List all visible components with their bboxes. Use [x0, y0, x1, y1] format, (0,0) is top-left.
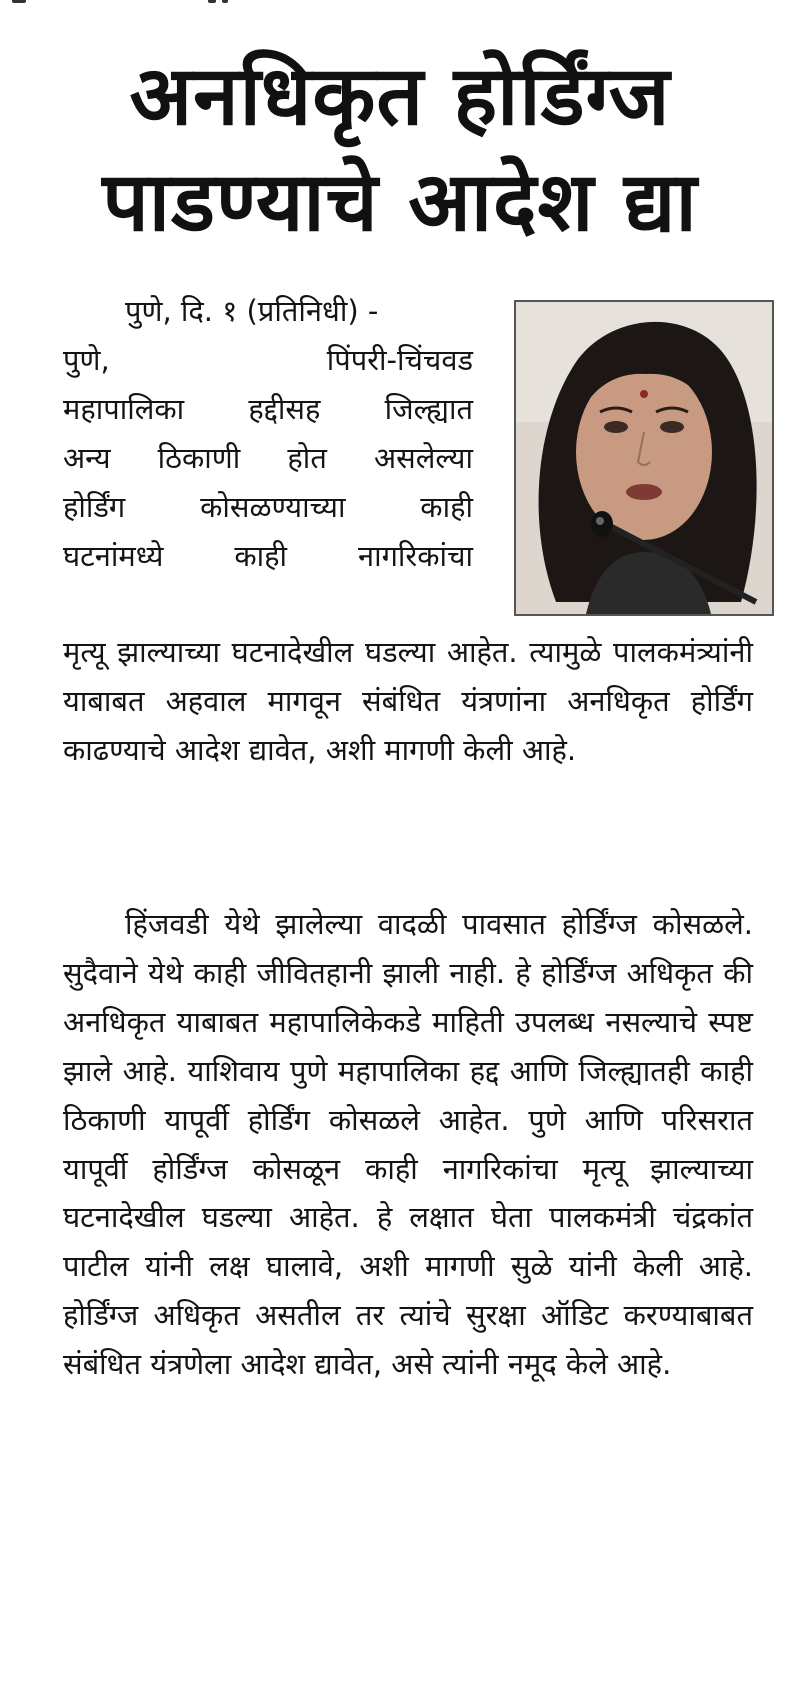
- lede-line: होर्डिंग कोसळण्याच्या काही: [63, 489, 473, 524]
- lede-line: घटनांमध्ये काही नागरिकांचा: [63, 538, 473, 573]
- cropped-text-fragment: [8, 0, 248, 6]
- portrait-photo: [514, 300, 774, 616]
- portrait-with-microphone-icon: [516, 302, 772, 614]
- lede-line: महापालिका हद्दीसह जिल्ह्यात: [63, 391, 473, 426]
- dateline: पुणे, दि. १ (प्रतिनिधी) -: [125, 294, 379, 328]
- paragraph-2: हिंजवडी येथे झालेल्या वादळी पावसात होर्डिंग्ज कोसळले. सुदैवाने येथे काही जीवितहानी झाली नाही. हे होर्डिंग्ज अधिकृत की अनधिकृत याबाबत महापालिकेकडे माहिती उपलब्ध नसल्याचे स्पष्ट झाले आहे. याशिवाय पुणे महापालिका हद्द आणि जिल्ह्यातही काही ठिकाणी यापूर्वी होर्डिंग कोसळले आहेत. पुणे आणि परिसरात यापूर्वी होर्डिंग्ज कोसळून काही नागरिकांचा मृत्यू झाल्याच्या घटनादेखील घडल्या आहेत. हे लक्षात घेता पालकमंत्री चंद्रकांत पाटील यांनी लक्ष घालावे, अशी मागणी सुळे यांनी केली आहे. होर्डिंग्ज अधिकृत असतील तर त्यांचे सुरक्षा ऑडिट करण्याबाबत संबंधित यंत्रणेला आदेश द्यावेत, असे त्यांनी नमूद केले आहे.: [63, 907, 753, 1382]
- headline-line-1: अनधिकृत होर्डिंग्ज: [129, 49, 671, 144]
- paragraph-1: मृत्यू झाल्याच्या घटनादेखील घडल्या आहेत. त्यामुळे पालकमंत्र्यांनी याबाबत अहवाल मागवून संबंधित यंत्रणांना अनधिकृत होर्डिंग काढण्याचे आदेश द्यावेत, अशी मागणी केली आहे.: [63, 635, 753, 767]
- lede-paragraph: [63, 287, 473, 580]
- lede-line: पुणे, पिंपरी-चिंचवड: [63, 342, 473, 377]
- lede-line: अन्य ठिकाणी होत असलेल्या: [63, 440, 473, 475]
- headline-line-2: पाडण्याचे आदेश द्या: [102, 155, 698, 250]
